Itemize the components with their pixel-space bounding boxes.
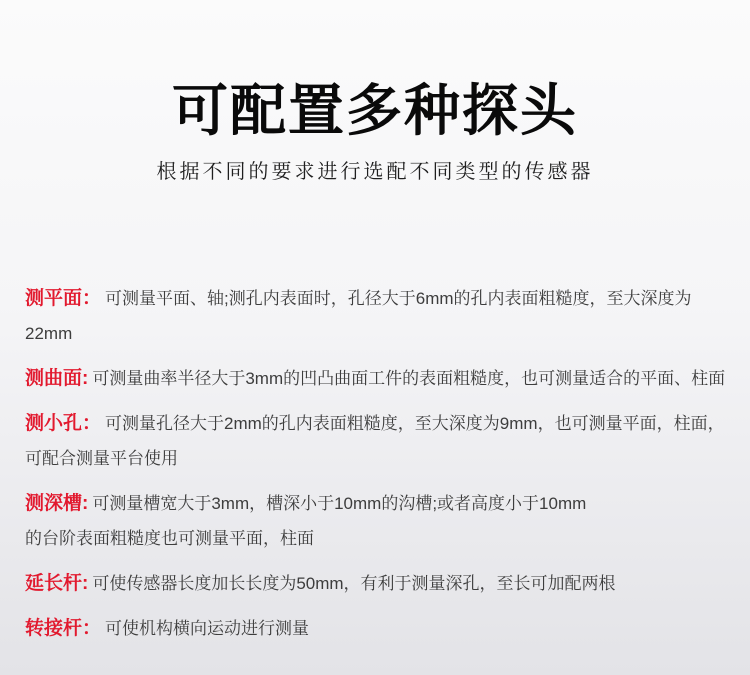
feature-item [25, 486, 728, 556]
feature-text: 可测量孔径大于2mm的孔内表面粗糙度，至大深度为9mm，也可测量平面，柱面， 可配合测量平台使用 [25, 414, 725, 468]
feature-label: 延长杆: [25, 573, 89, 594]
feature-label: 测小孔： [25, 413, 102, 434]
feature-text: 可测量曲率半径大于3mm的凹凸曲面工件的表面粗糙度，也可测量适合的平面、柱面 [92, 369, 726, 388]
feature-item [25, 566, 728, 601]
feature-item [25, 361, 728, 396]
feature-list [25, 281, 728, 656]
feature-label: 测曲面: [25, 368, 89, 389]
feature-label: 测平面： [25, 288, 102, 309]
feature-text: 可测量槽宽大于3mm，槽深小于10mm的沟槽;或者高度小于10mm 的台阶表面粗糙度也可测量平面，柱面 [25, 494, 587, 548]
feature-text: 可测量平面、轴;测孔内表面时，孔径大于6mm的孔内表面粗糙度，至大深度为22mm [25, 289, 692, 343]
hero-header [0, 0, 750, 185]
feature-label: 转接杆： [25, 618, 102, 639]
feature-text: 可使传感器长度加长长度为50mm，有利于测量深孔，至长可加配两根 [92, 574, 616, 593]
feature-item [25, 611, 728, 646]
feature-label: 测深槽: [25, 493, 89, 514]
feature-item [25, 406, 728, 476]
page-title: 可配置多种探头 [172, 79, 578, 142]
page-subtitle: 根据不同的要求进行选配不同类型的传感器 [156, 161, 594, 183]
feature-item [25, 281, 728, 351]
feature-text: 可使机构横向运动进行测量 [105, 619, 310, 638]
